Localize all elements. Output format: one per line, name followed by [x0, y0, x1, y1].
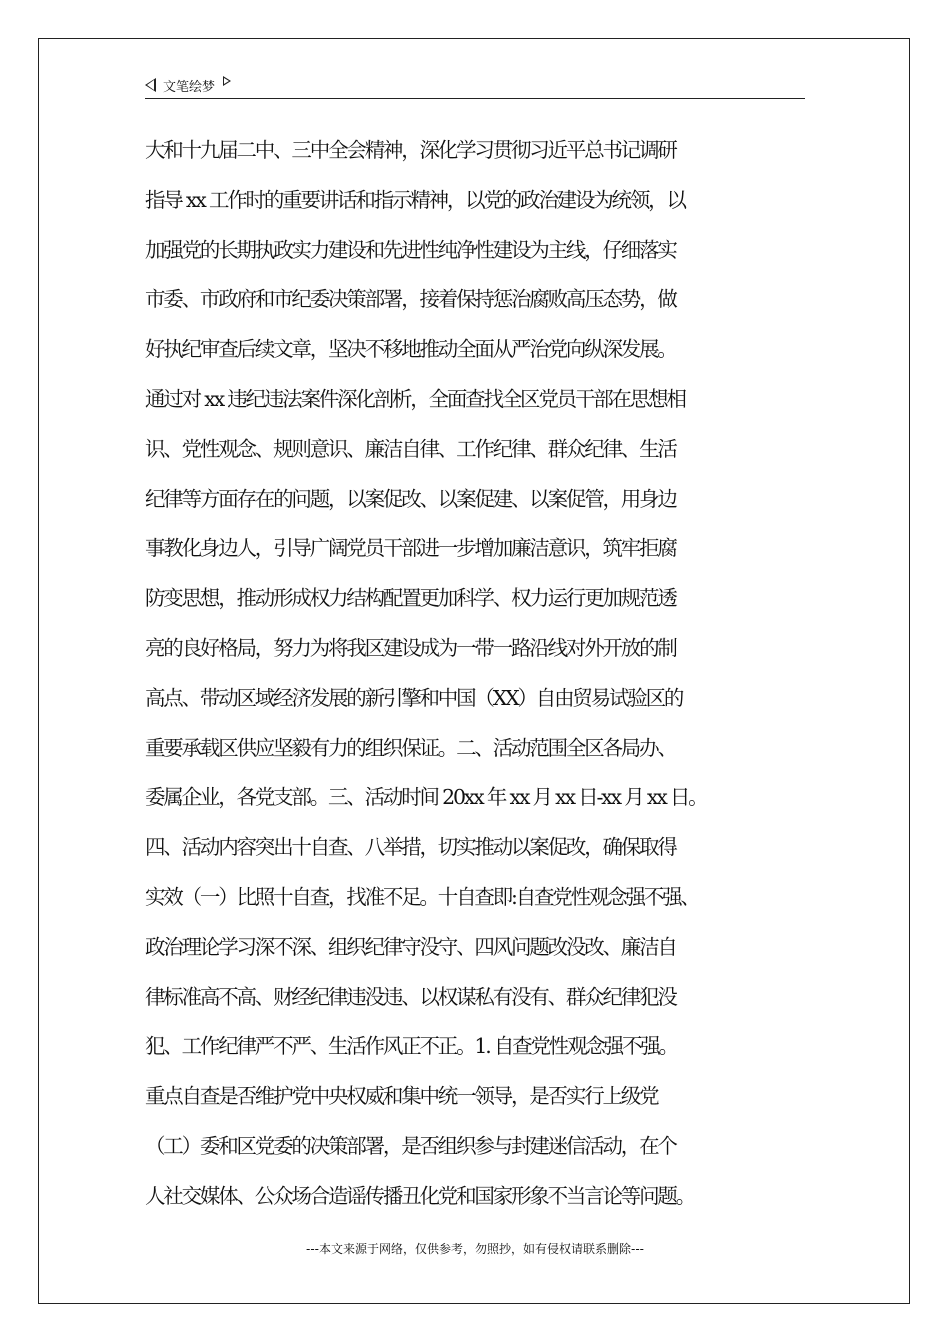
- document-body: [145, 130, 825, 1226]
- text-line: 委属企业，各党支部。三、活动时间 20xx 年 xx 月 xx 日-xx 月 xx 日。: [145, 785, 707, 810]
- text-line: 加强党的长期执政实力建设和先进性纯净性建设为主线，仔细落实: [145, 237, 676, 262]
- footer-disclaimer: ---本文来源于网络，仅供参考，勿照抄，如有侵权请联系删除---: [306, 1242, 644, 1256]
- text-line: 好执纪审查后续文章，坚决不移地推动全面从严治党向纵深发展。: [145, 337, 676, 362]
- text-line: 高点、带动区域经济发展的新引擎和中国（XX）自由贸易试验区的: [145, 685, 683, 710]
- text-line: 实效（一）比照十自查，找准不足。十自查即:自查党性观念强不强、: [145, 884, 699, 909]
- page-header: [145, 72, 805, 99]
- text-line: 律标准高不高、财经纪律违没违、以权谋私有没有、群众纪律犯没: [145, 984, 676, 1009]
- text-line: 亮的良好格局，努力为将我区建设成为一带一路沿线对外开放的制: [145, 635, 676, 660]
- text-line: 指导 xx 工作时的重要讲话和指示精神，以党的政治建设为统领，以: [145, 187, 685, 212]
- text-line: 四、活动内容突出十自查、八举措，切实推动以案促改，确保取得: [145, 835, 676, 860]
- text-line: （工）委和区党委的决策部署，是否组织参与封建迷信活动，在个: [145, 1133, 676, 1158]
- text-line: 纪律等方面存在的问题，以案促改、以案促建、以案促管，用身边: [145, 486, 676, 511]
- triangle-left-icon: [145, 78, 156, 92]
- text-line: 犯、工作纪律严不严、生活作风正不正。1. 自查党性观念强不强。: [145, 1034, 677, 1059]
- text-line: 识、党性观念、规则意识、廉洁自律、工作纪律、群众纪律、生活: [145, 436, 676, 461]
- text-line: 市委、市政府和市纪委决策部署，接着保持惩治腐败高压态势，做: [145, 287, 676, 312]
- text-line: 通过对 xx 违纪违法案件深化剖析，全面查找全区党员干部在思想相: [145, 386, 685, 411]
- text-line: 事教化身边人，引导广阔党员干部进一步增加廉洁意识，筑牢拒腐: [145, 536, 676, 561]
- text-line: 政治理论学习深不深、组织纪律守没守、四风问题改没改、廉洁自: [145, 934, 676, 959]
- triangle-right-icon: [223, 76, 231, 86]
- text-line: 重要承载区供应坚毅有力的组织保证。二、活动范围全区各局办、: [145, 735, 676, 760]
- header-title: 文笔绘梦: [163, 79, 216, 95]
- text-line: 重点自查是否维护党中央权威和集中统一领导，是否实行上级党: [145, 1084, 658, 1109]
- text-line: 防变思想，推动形成权力结构配置更加科学、权力运行更加规范透: [145, 586, 676, 611]
- text-line: 人社交媒体、公众场合造谣传播丑化党和国家形象不当言论等问题。: [145, 1183, 694, 1208]
- text-line: 大和十九届二中、三中全会精神，深化学习贯彻习近平总书记调研: [145, 138, 676, 162]
